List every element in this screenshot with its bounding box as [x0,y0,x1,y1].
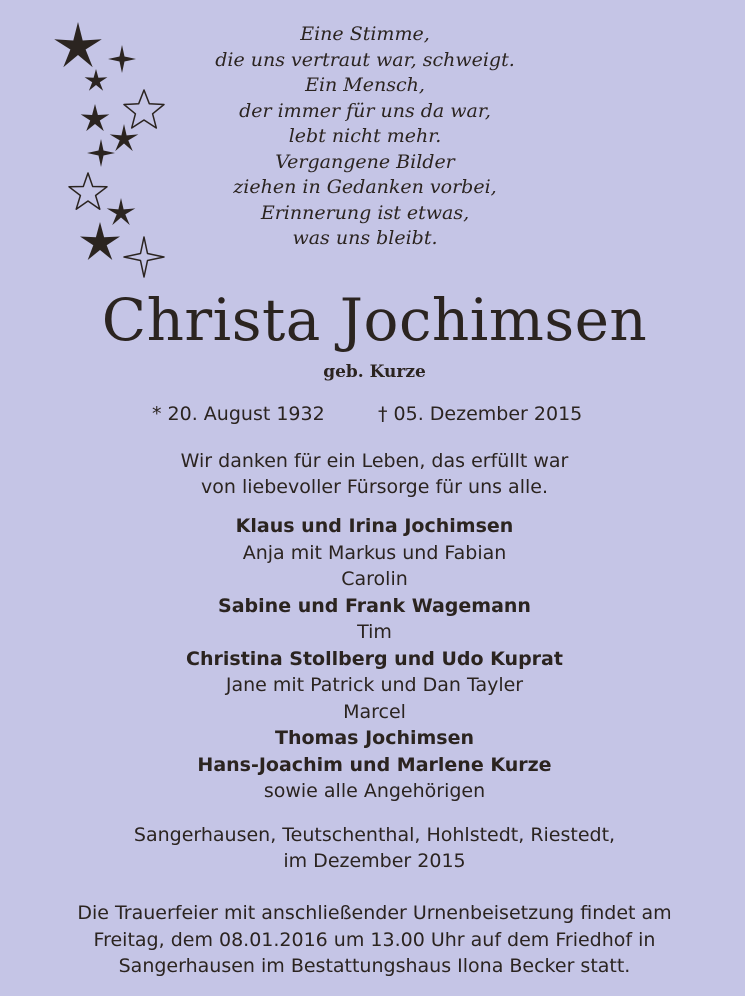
mourner-line: Christina Stollberg und Udo Kuprat [186,647,563,670]
poem-line: die uns vertraut war, schweigt. [215,48,515,71]
poem-line: was uns bleibt. [292,227,438,249]
thanks-line: von liebevoller Fürsorge für uns alle. [201,476,548,498]
poem-line: Ein Mensch, [305,74,425,96]
maiden-name: geb. Kurze [323,362,426,382]
star-icon [69,173,107,209]
death-date: † 05. Dezember 2015 [378,403,583,425]
poem-line: der immer für uns da war, [239,99,491,122]
star-icon [107,198,136,225]
poem-line: ziehen in Gedanken vorbei, [233,176,497,198]
poem-line: Eine Stimme, [300,23,430,45]
poem-line: Erinnerung ist etwas, [260,201,470,224]
mourner-line: Anja mit Markus und Fabian [242,541,507,564]
thanks-text [0,448,749,500]
ceremony-line: Die Trauerfeier mit anschließender Urnenbeisetzung findet am [77,902,672,924]
mourner-line: Thomas Jochimsen [274,727,475,749]
birth-date: * 20. August 1932 [152,403,325,425]
mourner-line: Jane mit Patrick und Dan Tayler [225,674,524,696]
star-icon [80,222,120,260]
star-icon [124,90,164,128]
star-icon [87,139,115,167]
ceremony-line: Sangerhausen im Bestattungshaus Ilona Becker statt. [118,955,631,977]
mourner-line: Marcel [343,700,406,723]
thanks-line: Wir danken für ein Leben, das erfüllt war [180,450,569,472]
star-icon [110,124,139,151]
star-icon [81,104,110,131]
star-icons [40,15,180,285]
ceremony-notice [0,900,749,980]
place-line: Sangerhausen, Teutschenthal, Hohlstedt, Riestedt, [133,824,616,846]
mourner-line: Sabine und Frank Wagemann [218,594,531,617]
mourner-line: sowie alle Angehörigen [263,780,486,802]
mourner-line: Hans-Joachim und Marlene Kurze [197,753,552,776]
poem-line: Vergangene Bilder [275,150,455,173]
place-line: im Dezember 2015 [283,850,466,872]
star-icon [54,22,102,67]
deceased-name: Christa Jochimsen [101,286,648,354]
star-icon [124,237,164,277]
mourner-line: Klaus und Irina Jochimsen [235,515,514,537]
mourners-list [0,513,749,805]
poem [200,22,530,252]
star-icon [85,69,108,91]
mourner-line: Tim [357,621,392,643]
ceremony-line: Freitag, dem 08.01.2016 um 13.00 Uhr auf dem Friedhof in [93,928,656,951]
place-and-date [0,822,749,874]
mourner-line: Carolin [341,568,408,590]
poem-line: lebt nicht mehr. [288,125,442,147]
star-icon [108,45,136,73]
